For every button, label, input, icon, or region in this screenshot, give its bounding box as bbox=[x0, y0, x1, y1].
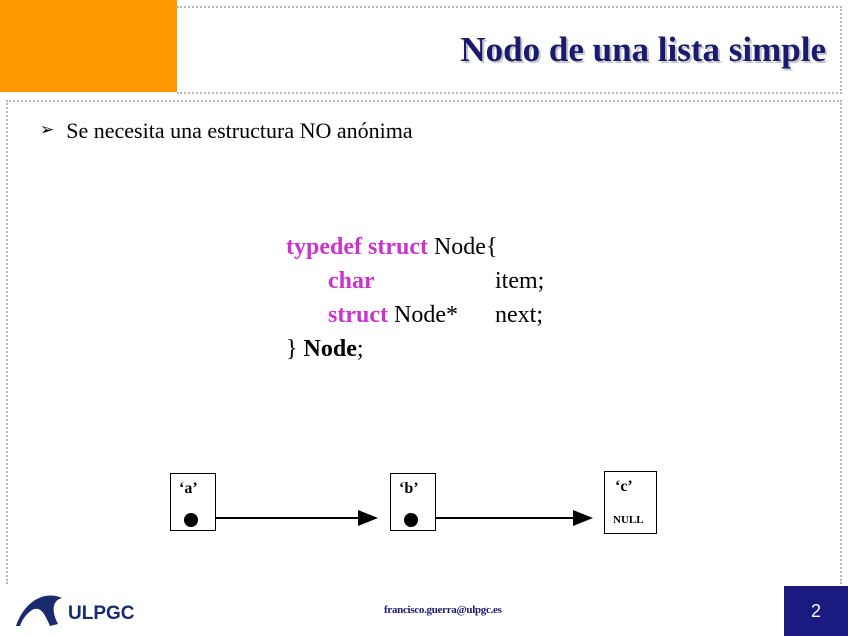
node-value: ‘c’ bbox=[615, 478, 633, 495]
footer-email: francisco.guerra@ulpgc.es bbox=[384, 604, 502, 616]
bullet-text: Se necesita una estructura NO anónima bbox=[66, 118, 413, 143]
code-field: next; bbox=[495, 302, 543, 328]
arrow-bullet-icon: ➢ bbox=[40, 120, 55, 139]
code-keyword: typedef struct bbox=[286, 234, 428, 260]
list-node-c bbox=[604, 471, 657, 534]
code-field: item; bbox=[495, 268, 545, 294]
code-keyword: char bbox=[328, 268, 375, 294]
code-text: ; bbox=[356, 336, 364, 362]
node-value: ‘a’ bbox=[179, 480, 198, 497]
null-label: NULL bbox=[613, 514, 644, 526]
node-value: ‘b’ bbox=[399, 480, 419, 497]
code-type: Node* bbox=[387, 302, 458, 328]
list-node-b bbox=[390, 473, 436, 531]
code-keyword: struct bbox=[328, 302, 388, 328]
pointer-dot-icon bbox=[404, 513, 418, 527]
page-title: Nodo de una lista simple bbox=[460, 30, 826, 69]
page-number: 2 bbox=[784, 586, 848, 636]
code-text: Node{ bbox=[427, 234, 498, 260]
pointer-dot-icon bbox=[184, 513, 198, 527]
list-node-a bbox=[170, 473, 216, 531]
code-text: } bbox=[286, 336, 304, 362]
logo-text: ULPGC bbox=[68, 603, 135, 624]
code-type-name: Node bbox=[303, 336, 357, 362]
